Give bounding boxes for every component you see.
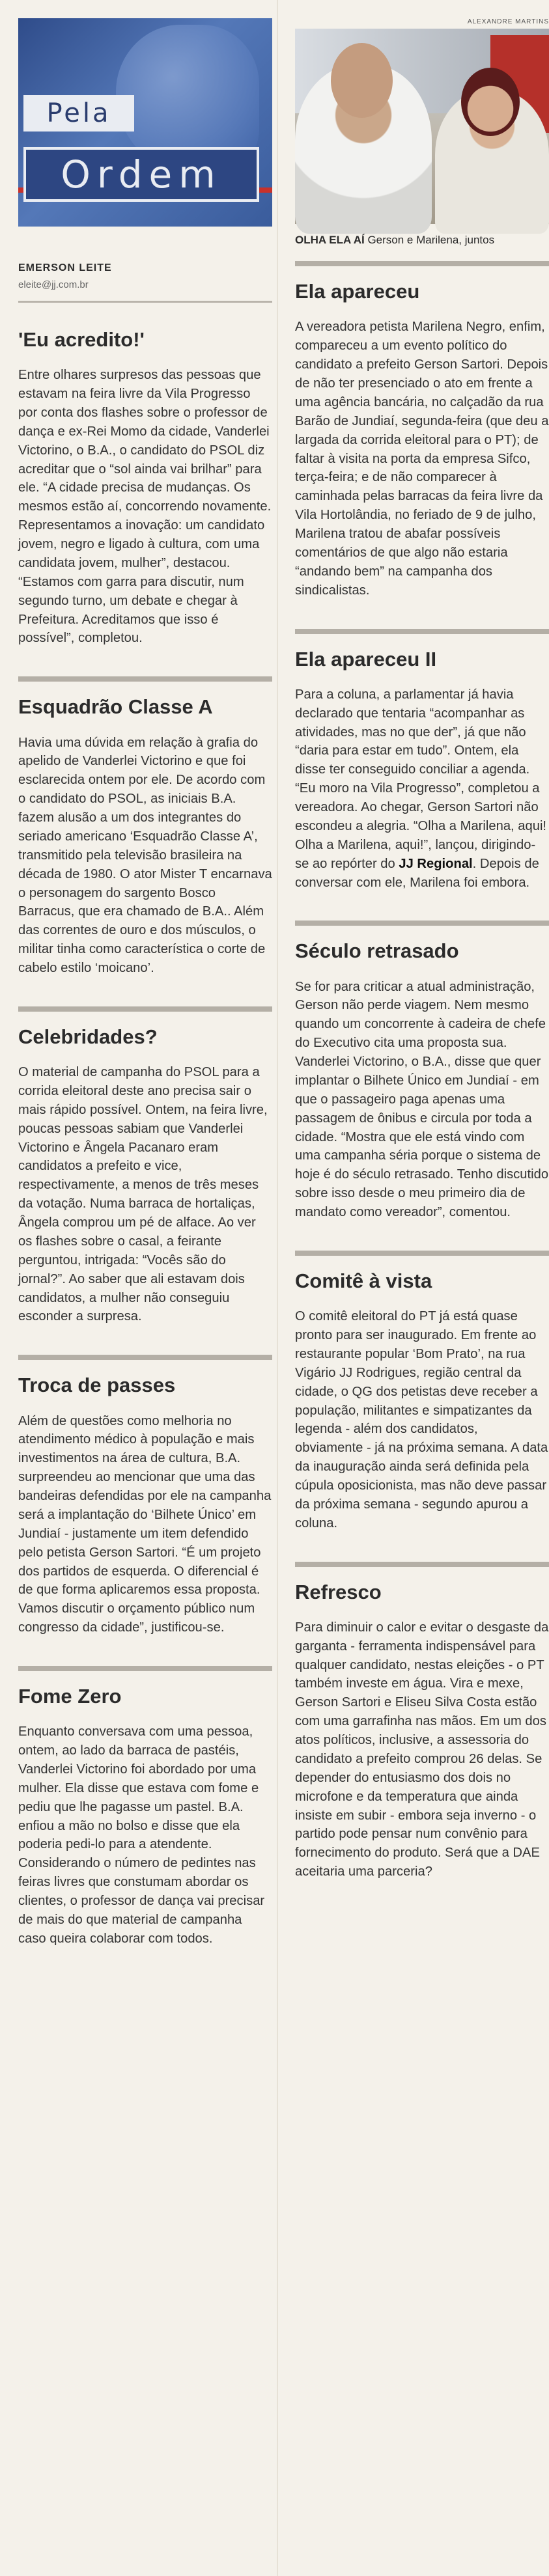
caption-lead: OLHA ELA AÍ xyxy=(295,234,365,246)
section-divider xyxy=(18,1355,272,1360)
article-title: Celebridades? xyxy=(18,1025,158,1048)
photo-credit: ALEXANDRE MARTINS xyxy=(467,18,549,25)
article-body xyxy=(295,686,549,893)
logo-ordem-box xyxy=(23,147,259,202)
man-head xyxy=(331,43,393,118)
logo-pela-box xyxy=(23,95,134,132)
column-divider xyxy=(277,0,278,2576)
article-body: Se for para criticar a atual administração, Gerson não perde viagem. Nem mesmo quando um concorrente à cadeira de chefe do Executivo cita uma proposta sua. Vanderlei Victorino, o B.A., disse que quer implantar o Bilhete Único em Jundiaí - em que o passageiro paga apenas uma passagem de ônibus e circula por toda a cidade. “Mostra que ele está vindo com uma campanha séria porque o sistema de hoje é do século retrasado. Tenho discutido sobre isso desde o meu primeiro dia de mandato como vereador”, comentou. xyxy=(295,979,549,1220)
article-title: Refresco xyxy=(295,1580,382,1603)
woman-head xyxy=(461,68,520,136)
article-title: Fome Zero xyxy=(18,1685,122,1708)
article-body: Entre olhares surpresos das pessoas que estavam na feira livre da Vila Progresso por conta dos flashes sobre o professor de dança e ex-Rei Momo da cidade, Vanderlei Victorino, o B.A., o candidato do PSOL diz acreditar que o “sol ainda vai brilhar” para ele. “A cidade precisa de mudanças. Os mesmos estão aí, concorrendo novamente. Representamos a inovação: um candidato jovem, negro e ligado à cultura, com uma candidata jovem, mulher”, destacou. “Estamos com garra para discutir, num segundo turno, um debate e chegar à Prefeitura. Acreditamos que isso é possível”, completou. xyxy=(18,368,272,646)
article-title: Troca de passes xyxy=(18,1374,176,1397)
column-logo xyxy=(18,18,272,227)
section-divider xyxy=(295,261,549,266)
author-email: eleite@jj.com.br xyxy=(18,279,89,290)
article-body: Enquanto conversava com uma pessoa, ontem, ao lado da barraca de pastéis, Vanderlei Victorino foi abordado por uma mulher. Ela disse que estava com fome e pediu que lhe pagasse um pastel. B.A. enfiou a mão no bolso e disse que ela poderia pedi-lo para a atendente. Considerando o número de pedintes nas feiras livres que constumam abordar os clientes, o professor de dança vai precisar de mais do que material de campanha caso queira colaborar com todos. xyxy=(18,1724,265,1946)
article-title: Ela apareceu xyxy=(295,280,420,303)
right-column xyxy=(295,0,549,1881)
caption-text: Gerson e Marilena, juntos xyxy=(367,234,495,246)
logo-top-word: Pela xyxy=(46,98,111,128)
article-title: 'Eu acredito!' xyxy=(18,328,145,351)
article-body: O material de campanha do PSOL para a corrida eleitoral deste ano precisa sair o mais rápido possível. Ontem, na feira livre, poucas pessoas sabiam que Vanderlei Victorino e Ângela Pacanaro eram candidatos a prefeito e vice, respectivamente, a menos de três meses da votação. Numa barraca de hortaliças, Ângela comprou um pé de alface. Ao ver os flashes sobre o casal, a feirante perguntou, intrigada: “Vocês são do jornal?”. Ao saber que ali estavam dois candidatos, a mulher não conseguiu esconder a surpresa. xyxy=(18,1065,268,1324)
section-divider xyxy=(295,1562,549,1567)
article-body: Para diminuir o calor e evitar o desgaste da garganta - ferramenta indispensável para qualquer candidato, nestas eleições - o PT também investe em água. Vira e mexe, Gerson Sartori e Eliseu Silva Costa estão com uma garrafinha nas mãos. Em um dos atos políticos, inclusive, a assessoria do candidato a prefeito comprou 26 delas. Se depender do entusiasmo dos dois no microfone e da temperatura que ainda insiste em subir - embora seja inverno - o partido pode pensar num convênio para fornecimento do produto. Será que a DAE aceitaria uma parceria? xyxy=(295,1620,549,1879)
article-title: Século retrasado xyxy=(295,939,459,963)
section-divider xyxy=(295,1251,549,1256)
photo-caption xyxy=(295,233,549,247)
newspaper-name: JJ Regional xyxy=(399,856,473,871)
section-divider xyxy=(295,629,549,634)
news-photo xyxy=(295,29,549,224)
left-column xyxy=(18,0,272,1948)
article-body: Além de questões como melhoria no atendimento médico à população e mais investimentos na área de cultura, B.A. surpreendeu ao mencionar que uma das bandeiras defendidas por ele na campanha será a implantação do ‘Bilhete Único’ em Jundiaí - justamente um item defendido pelo petista Gerson Sartori. “É um projeto dos partidos de esquerda. O diferencial é de que forma aplicaremos essa proposta. Vamos discutir o orçamento público num congresso da cidade”, justificou-se. xyxy=(18,1413,272,1635)
author-name: EMERSON LEITE xyxy=(18,262,112,273)
article-title: Esquadrão Classe A xyxy=(18,695,213,719)
article-title: Comitê à vista xyxy=(295,1269,432,1292)
article-body: Havia uma dúvida em relação à grafia do apelido de Vanderlei Victorino e que foi esclarecida ontem por ele. De acordo com o candidato do PSOL, as iniciais B.A. fazem alusão a um dos integrantes do seriado americano ‘Esquadrão Classe A’, transmitido pela televisão brasileira na década de 1980. O ator Mister T encarnava o personagem do sargento Bosco Barracus, que era chamado de B.A.. Além das correntes de ouro e dos músculos, o militar tinha como característica o corte de cabelo estilo ‘moicano’. xyxy=(18,735,272,975)
article-body: O comitê eleitoral do PT já está quase pronto para ser inaugurado. Em frente ao restaurante popular ‘Bom Prato’, na rua Vigário JJ Rodrigues, região central da cidade, o QG dos petistas deve receber a população, militantes e simpatizantes da legenda - além dos candidatos, obviamente - já na próxima semana. A data da inauguração ainda será definida pela cúpula oposicionista, mas não deve passar da próxima semana - segundo apurou a coluna. xyxy=(295,1309,548,1530)
article-body: A vereadora petista Marilena Negro, enfim, compareceu a um evento político do candidato a prefeito Gerson Sartori. Depois de não ter presenciado o ato em frente a uma agência bancária, no calçadão da rua Barão de Jundiaí, segunda-feira (que deu a largada da corrida eleitoral para o PT); de faltar à visita na porta da empresa Sifco, terça-feira; e de não comparecer à caminhada pelas barracas da feira livre da Vila Hortolândia, no feriado de 9 de julho, Marilena tratou de abafar possíveis comentários de que algo não estaria “andando bem” na campanha dos sindicalistas. xyxy=(295,320,549,598)
article-text: . Depois de conversar com ele, Marilena foi embora. xyxy=(295,856,539,890)
logo-bottom-word: Ordem xyxy=(61,152,222,197)
section-divider xyxy=(18,1666,272,1671)
section-divider xyxy=(18,1006,272,1012)
section-divider xyxy=(295,921,549,926)
article-title: Ela apareceu II xyxy=(295,647,437,671)
section-divider xyxy=(18,676,272,682)
article-text: Para a coluna, a parlamentar já havia declarado que tentaria “acompanhar as atividades, mas no que der”, já que não “daria para estar em tudo”. Ontem, ela disse ter conseguido conciliar a agenda. “Eu moro na Vila Progresso”, completou a vereadora. Ao chegar, Gerson Sartori não escondeu a alegria. “Olha a Marilena, aqui! Olha a Marilena, aqui!”, lançou, dirigindo-se ao repórter do xyxy=(295,687,547,871)
